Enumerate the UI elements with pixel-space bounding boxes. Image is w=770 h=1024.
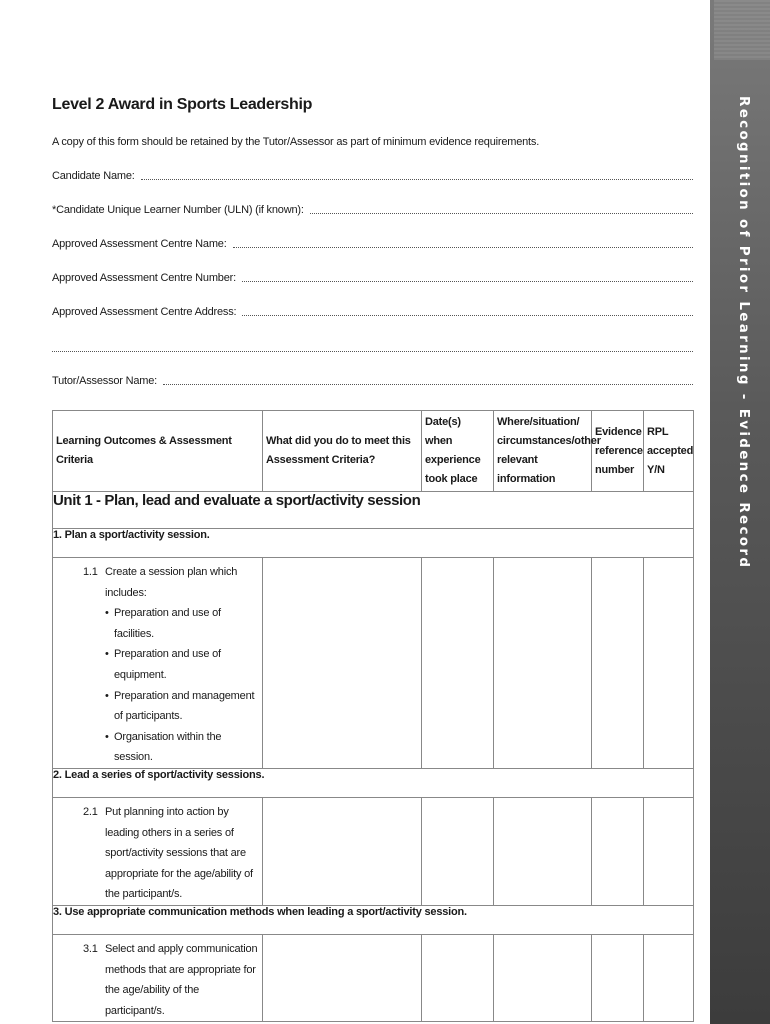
criterion-text: Create a session plan which includes: — [105, 566, 238, 599]
section-row — [53, 905, 694, 934]
centre-name-field[interactable] — [52, 238, 693, 250]
centre-number-label: Approved Assessment Centre Number: — [52, 272, 236, 284]
table-row — [53, 797, 694, 905]
list-item: • Organisation within the session. — [105, 730, 222, 764]
entry-dates[interactable] — [422, 797, 494, 905]
centre-name-label: Approved Assessment Centre Name: — [52, 238, 227, 250]
centre-address-line[interactable] — [242, 306, 693, 316]
entry-evidence-ref[interactable] — [592, 934, 644, 1021]
candidate-name-line[interactable] — [141, 170, 693, 180]
header-what-did-you-do: What did you do to meet this Assessment Criteria? — [263, 411, 422, 492]
criterion-text: Select and apply communication methods that are appropriate for the age/ability of the participant/s. — [105, 942, 258, 1017]
tutor-name-line[interactable] — [163, 375, 693, 385]
criterion-bullets — [105, 603, 258, 768]
criterion-number: 3.1 — [83, 942, 98, 955]
entry-situation[interactable] — [494, 797, 592, 905]
entry-evidence-ref[interactable] — [592, 797, 644, 905]
section-title: 3. Use appropriate communication methods when leading a sport/activity session. — [53, 905, 694, 934]
entry-evidence-ref[interactable] — [592, 558, 644, 769]
unit-title: Unit 1 - Plan, lead and evaluate a sport/activity session — [53, 492, 694, 529]
uln-label: *Candidate Unique Learner Number (ULN) (if known): — [52, 204, 304, 216]
criterion-cell — [53, 797, 263, 905]
uln-field[interactable] — [52, 204, 693, 216]
entry-what-did-you-do[interactable] — [263, 558, 422, 769]
list-item: • Preparation and use of equipment. — [105, 648, 221, 681]
table-row — [53, 934, 694, 1021]
evidence-table — [52, 410, 694, 1022]
criterion-cell — [53, 934, 263, 1021]
criterion-text: Put planning into action by leading others in a series of sport/activity sessions that are appropriate for the age/ability of the participant/s. — [105, 805, 253, 901]
section-row — [53, 529, 694, 558]
entry-situation[interactable] — [494, 558, 592, 769]
header-situation: Where/situation/ circumstances/other relevant information — [494, 411, 592, 492]
section-title: 1. Plan a sport/activity session. — [53, 529, 694, 558]
sidebar-title: Recognition of Prior Learning - Evidence Record — [736, 96, 752, 570]
uln-line[interactable] — [310, 204, 693, 214]
entry-dates[interactable] — [422, 934, 494, 1021]
tutor-name-field[interactable] — [52, 375, 693, 387]
list-item: • Preparation and management of participants. — [105, 689, 255, 723]
centre-address-field[interactable] — [52, 306, 693, 318]
entry-situation[interactable] — [494, 934, 592, 1021]
criterion-number: 1.1 — [83, 566, 98, 578]
entry-what-did-you-do[interactable] — [263, 934, 422, 1021]
candidate-name-field[interactable] — [52, 170, 693, 182]
intro-text: A copy of this form should be retained by the Tutor/Assessor as part of minimum evidence requirements. — [52, 136, 540, 148]
table-row — [53, 558, 694, 769]
centre-number-field[interactable] — [52, 272, 693, 284]
entry-rpl-accepted[interactable] — [644, 797, 694, 905]
table-header-row — [53, 411, 694, 492]
sidebar-texture — [714, 0, 770, 60]
entry-rpl-accepted[interactable] — [644, 934, 694, 1021]
tutor-name-label: Tutor/Assessor Name: — [52, 375, 158, 387]
entry-what-did-you-do[interactable] — [263, 797, 422, 905]
section-title: 2. Lead a series of sport/activity sessions. — [53, 768, 694, 797]
page-title: Level 2 Award in Sports Leadership — [52, 96, 313, 113]
entry-dates[interactable] — [422, 558, 494, 769]
header-learning-outcomes: Learning Outcomes & Assessment Criteria — [53, 411, 263, 492]
centre-name-line[interactable] — [233, 238, 693, 248]
section-row — [53, 768, 694, 797]
unit-row — [53, 492, 694, 529]
header-rpl-accepted: RPL accepted Y/N — [644, 411, 694, 492]
list-item: • Preparation and use of facilities. — [105, 607, 221, 640]
centre-number-line[interactable] — [242, 272, 693, 282]
header-dates: Date(s) when experience took place — [422, 411, 494, 492]
criterion-number: 2.1 — [83, 805, 98, 818]
centre-address-label: Approved Assessment Centre Address: — [52, 306, 237, 318]
criterion-cell — [53, 558, 263, 769]
candidate-name-label: Candidate Name: — [52, 170, 135, 182]
header-evidence-ref: Evidence reference number — [592, 411, 644, 492]
entry-rpl-accepted[interactable] — [644, 558, 694, 769]
centre-address-line-2[interactable] — [52, 351, 693, 352]
